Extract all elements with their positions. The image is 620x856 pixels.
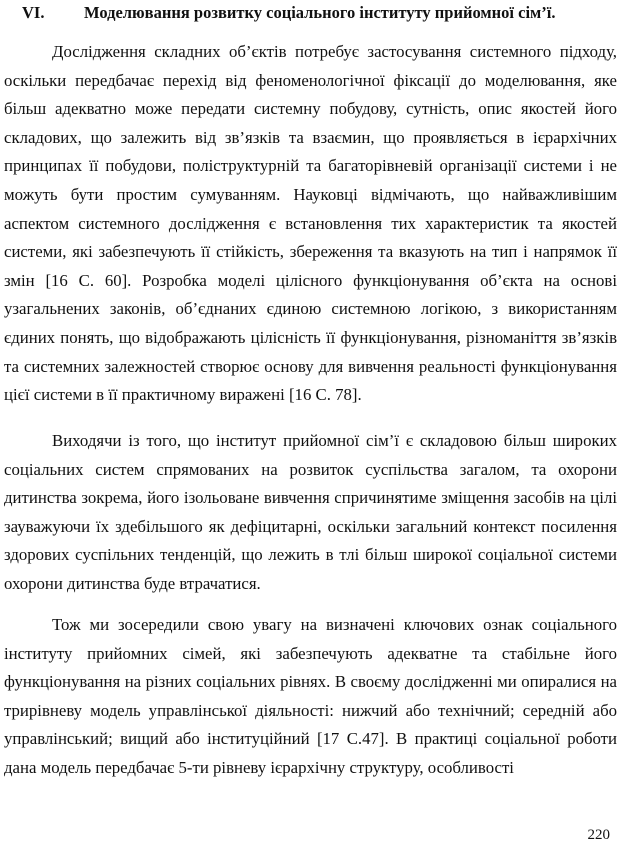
section-heading xyxy=(22,3,612,23)
section-title: Моделювання розвитку соціального інституту прийомної сім’ї. xyxy=(84,3,556,22)
page-number: 220 xyxy=(587,827,610,843)
paragraph-1: Дослідження складних об’єктів потребує застосування системного підходу, оскільки передбачає перехід від феноменологічної фіксації до моделювання, яке більш адекватно може передати системну побудову, сутність, опис якостей його складових, що залежить від зв’язків та взаємин, що проявляється в ієрархічних принципах її побудови, поліструктурній та багаторівневій організації системи і не можуть бути простим сумуванням. Науковці відмічають, що найважливішим аспектом системного дослідження є встановлення тих характеристик та якостей системи, які забезпечують її стійкість, збереження та вказують на тип і напрямок її змін [16 С. 60]. Розробка моделі цілісного функціонування об’єкта на основі узагальнених законів, об’єднаних єдиною системною логікою, з використанням єдиних понять, що відображають цілісність її функціонування, різноманіття зв’язків та системних залежностей створює основу для вивчення реальності функціонування цієї системи в її практичному виражені [16 С. 78]. xyxy=(4,42,617,405)
paragraph-3: Тож ми зосередили свою увагу на визначені ключових ознак соціального інституту прийомних сімей, які забезпечують адекватне та стабільне його функціонування на різних соціальних рівнях. В своєму дослідженні ми опиралися на трирівневу модель управлінської діяльності: нижчий або технічний; середній або управлінський; вищий або інституційний [17 С.47]. В практиці соціальної роботи дана модель передбачає 5-ти рівневу ієрархічну структуру, особливості xyxy=(4,615,617,777)
section-number: VI. xyxy=(22,3,45,22)
paragraph-2: Виходячи із того, що інститут прийомної сім’ї є складовою більш широких соціальних систем спрямованих на розвиток суспільства загалом, та охорони дитинства зокрема, його ізольоване вивчення спричинятиме зміщення засобів на цілі зауважуючи їх здебільшого як дефіцитарні, оскільки загальний контекст посилення здорових суспільних тенденцій, що лежить в тлі більш широкої соціальної системи охорони дитинства буде втрачатися. xyxy=(4,431,617,593)
